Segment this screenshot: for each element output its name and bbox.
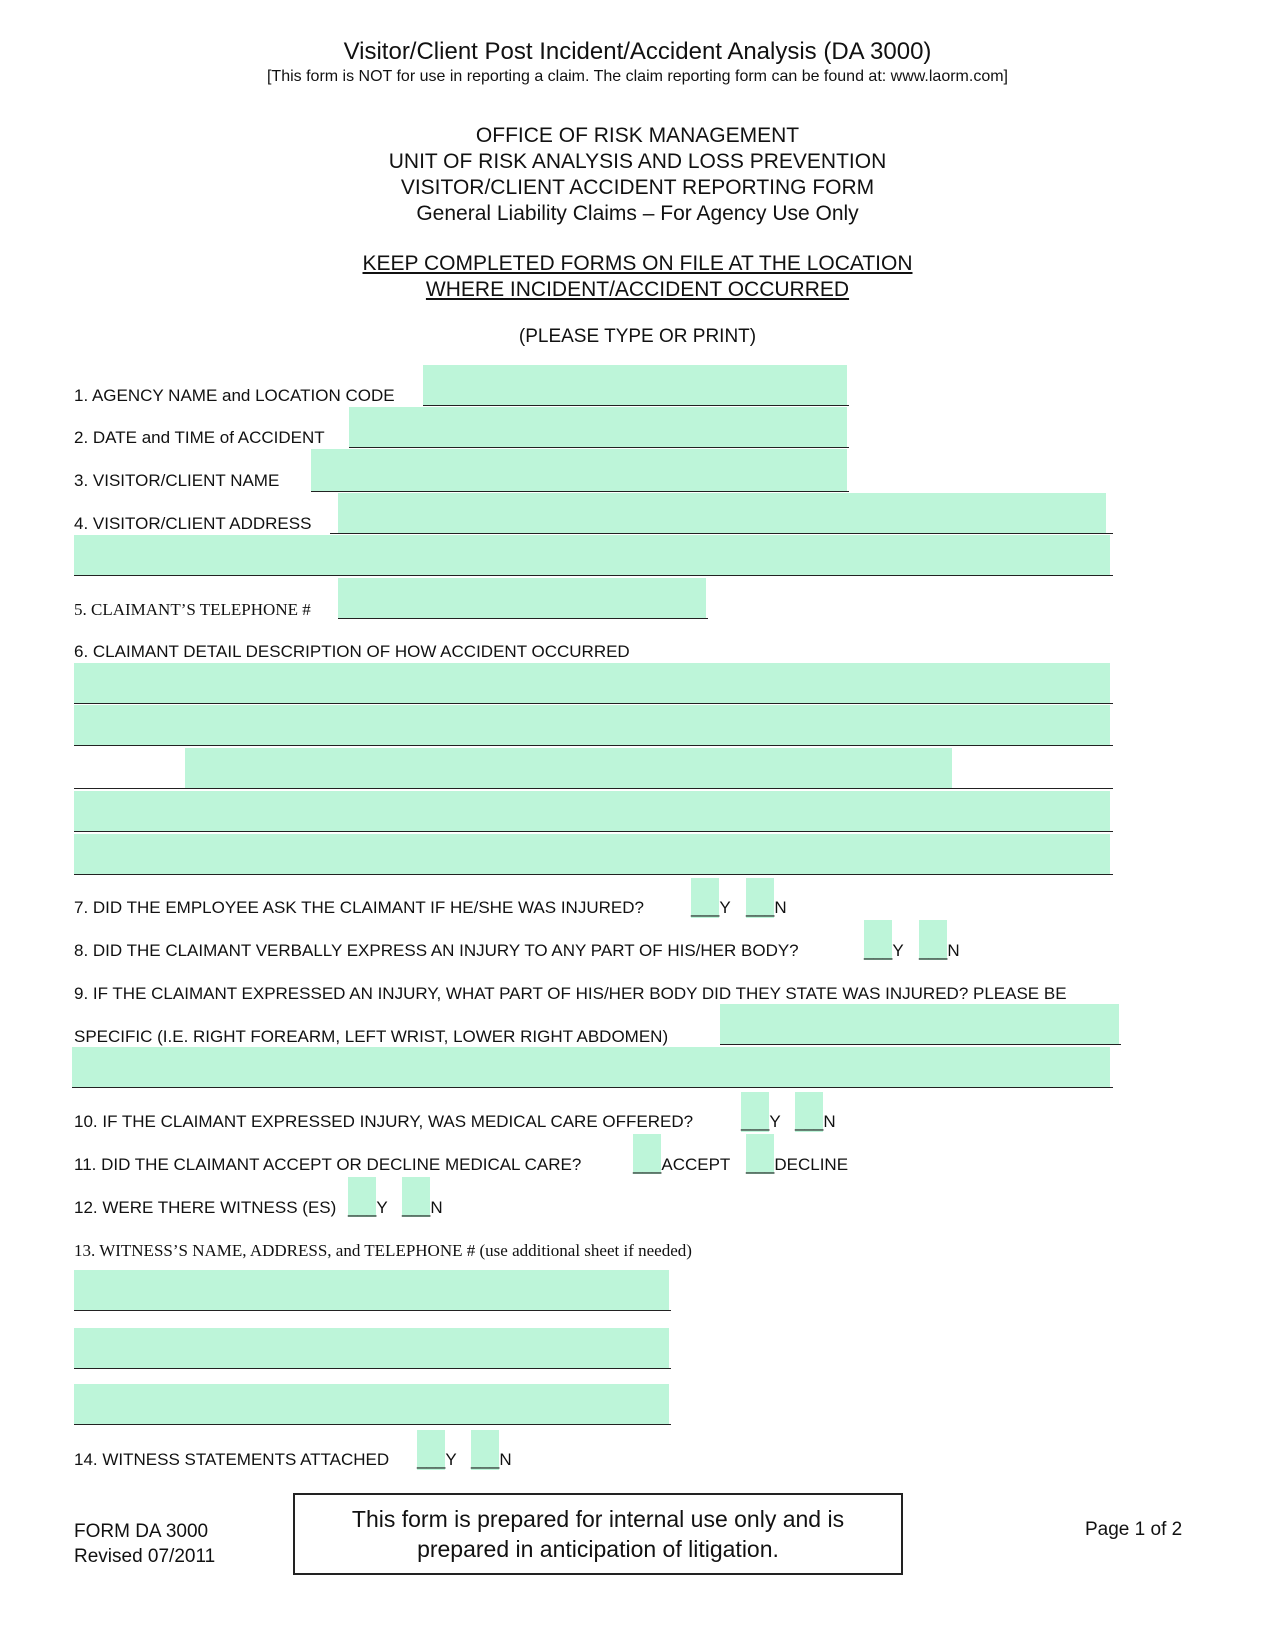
claims-heading: General Liability Claims – For Agency Use Only	[416, 202, 859, 225]
description-line-1[interactable]	[74, 663, 1110, 703]
description-line-2[interactable]	[74, 705, 1110, 745]
q10-no-label: ___N	[795, 1112, 836, 1131]
q11-accept-label: ___ACCEPT	[633, 1155, 731, 1174]
q14-no-label: ___N	[471, 1450, 512, 1469]
description-underline-2	[74, 745, 1113, 746]
description-underline-5	[74, 874, 1113, 875]
accident-datetime-field[interactable]	[349, 407, 847, 447]
page-number: Page 1 of 2	[1085, 1519, 1183, 1540]
q9-injured-part-label: 9. IF THE CLAIMANT EXPRESSED AN INJURY, WHAT PART OF HIS/HER BODY DID THEY STATE WAS INJURED? PLEASE BE	[74, 984, 1067, 1003]
q8-verbal-injury-label: 8. DID THE CLAIMANT VERBALLY EXPRESS AN INJURY TO ANY PART OF HIS/HER BODY?	[74, 941, 799, 960]
witness-info-line-3[interactable]	[74, 1384, 669, 1424]
claimant-telephone-label: 5. CLAIMANT’S TELEPHONE #	[74, 600, 311, 619]
visitor-name-field[interactable]	[311, 449, 847, 491]
q9-underline-2	[72, 1087, 1113, 1088]
description-line-5[interactable]	[74, 834, 1110, 874]
visitor-address-label: 4. VISITOR/CLIENT ADDRESS	[74, 514, 312, 533]
q10-medical-offered-label: 10. IF THE CLAIMANT EXPRESSED INJURY, WAS MEDICAL CARE OFFERED?	[74, 1112, 694, 1131]
q7-employee-asked-label: 7. DID THE EMPLOYEE ASK THE CLAIMANT IF HE/SHE WAS INJURED?	[74, 898, 644, 917]
litigation-notice-line2: prepared in anticipation of litigation.	[417, 1536, 779, 1562]
revised-date: Revised 07/2011	[74, 1546, 216, 1567]
witness-info-line-2[interactable]	[74, 1328, 669, 1368]
claimant-telephone-underline	[338, 618, 708, 619]
agency-name-field[interactable]	[423, 365, 847, 405]
description-label: 6. CLAIMANT DETAIL DESCRIPTION OF HOW ACCIDENT OCCURRED	[74, 642, 630, 661]
litigation-notice-line1: This form is prepared for internal use only and is	[351, 1506, 845, 1532]
form-subtitle: [This form is NOT for use in reporting a claim. The claim reporting form can be found at: www.laorm.com]	[266, 68, 1008, 85]
description-underline-3	[74, 788, 1113, 789]
visitor-address-underline	[330, 533, 1113, 534]
visitor-name-label: 3. VISITOR/CLIENT NAME	[74, 471, 280, 490]
witness-info-line-1[interactable]	[74, 1270, 669, 1310]
description-underline-1	[74, 703, 1113, 704]
visitor-address-underline-2	[74, 575, 1113, 576]
agency-name-label: 1. AGENCY NAME and LOCATION CODE	[74, 386, 395, 405]
q9-injured-part-field-2[interactable]	[72, 1047, 1110, 1087]
form-title: Visitor/Client Post Incident/Accident Analysis (DA 3000)	[343, 38, 932, 65]
q12-witnesses-label: 12. WERE THERE WITNESS (ES)	[74, 1198, 337, 1217]
accident-datetime-label: 2. DATE and TIME of ACCIDENT	[74, 428, 325, 447]
keep-notice-line2: WHERE INCIDENT/ACCIDENT OCCURRED	[425, 278, 850, 301]
keep-notice-line1: KEEP COMPLETED FORMS ON FILE AT THE LOCATION	[362, 252, 913, 275]
q7-no-label: ___N	[746, 898, 787, 917]
unit-heading: UNIT OF RISK ANALYSIS AND LOSS PREVENTION	[388, 150, 887, 173]
witness-underline-1	[74, 1310, 671, 1311]
litigation-notice-box	[293, 1493, 903, 1575]
q11-accept-decline-label: 11. DID THE CLAIMANT ACCEPT OR DECLINE MEDICAL CARE?	[74, 1155, 582, 1174]
witness-underline-3	[74, 1424, 671, 1425]
q9-specific-label: SPECIFIC (I.E. RIGHT FOREARM, LEFT WRIST, LOWER RIGHT ABDOMEN)	[74, 1027, 669, 1046]
form-id: FORM DA 3000	[74, 1521, 209, 1542]
accident-datetime-underline	[349, 447, 849, 448]
witness-underline-2	[74, 1368, 671, 1369]
q13-witness-info-label: 13. WITNESS’S NAME, ADDRESS, and TELEPHONE # (use additional sheet if needed)	[74, 1241, 692, 1260]
q12-yes-label: ___Y	[348, 1198, 388, 1217]
q8-yes-label: ___Y	[864, 941, 904, 960]
visitor-address-field-2[interactable]	[74, 535, 1110, 575]
form-name-heading: VISITOR/CLIENT ACCIDENT REPORTING FORM	[400, 176, 875, 199]
agency-name-underline	[423, 405, 849, 406]
q14-statements-label: 14. WITNESS STATEMENTS ATTACHED	[74, 1450, 390, 1469]
q11-decline-label: ___DECLINE	[746, 1155, 849, 1174]
q9-underline-1	[720, 1044, 1121, 1045]
q12-no-label: ___N	[402, 1198, 443, 1217]
print-note: (PLEASE TYPE OR PRINT)	[518, 326, 757, 347]
q7-yes-label: ___Y	[691, 898, 731, 917]
description-line-3[interactable]	[185, 748, 952, 788]
q10-yes-label: ___Y	[741, 1112, 781, 1131]
q9-injured-part-field[interactable]	[720, 1004, 1119, 1044]
q14-yes-label: ___Y	[417, 1450, 457, 1469]
office-heading: OFFICE OF RISK MANAGEMENT	[475, 124, 800, 147]
description-underline-4	[74, 831, 1113, 832]
description-line-4[interactable]	[74, 791, 1110, 831]
q8-no-label: ___N	[919, 941, 960, 960]
visitor-name-underline	[311, 491, 849, 492]
visitor-address-field[interactable]	[338, 493, 1106, 533]
claimant-telephone-field[interactable]	[338, 578, 706, 618]
